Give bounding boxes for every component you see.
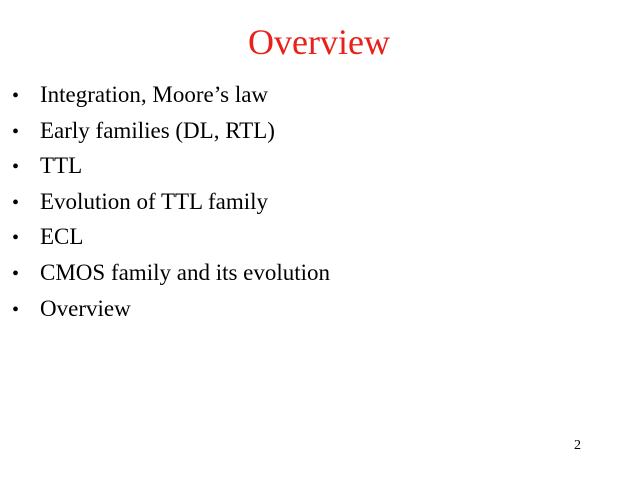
- bullet-icon: •: [12, 298, 20, 321]
- bullet-icon: •: [12, 191, 20, 214]
- slide-title: Overview: [248, 22, 390, 62]
- list-item-text: CMOS family and its evolution: [40, 259, 331, 285]
- list-item-text: TTL: [40, 153, 83, 179]
- bullet-icon: •: [12, 262, 20, 285]
- list-item-text: Overview: [40, 295, 131, 321]
- list-item: [12, 296, 330, 332]
- list-item-text: Evolution of TTL family: [40, 188, 269, 214]
- page-number: 2: [574, 438, 581, 453]
- list-item: [12, 118, 330, 154]
- bullet-icon: •: [12, 227, 20, 250]
- list-item-text: ECL: [40, 224, 84, 250]
- list-item-text: Integration, Moore’s law: [40, 82, 269, 107]
- list-item: [12, 82, 330, 118]
- list-item: [12, 260, 330, 296]
- bullet-icon: •: [12, 120, 20, 143]
- list-item: [12, 224, 330, 260]
- list-item-text: Early families (DL, RTL): [40, 117, 275, 143]
- bullet-icon: •: [12, 85, 20, 107]
- list-item: [12, 189, 330, 225]
- bullet-icon: •: [12, 156, 20, 179]
- list-item: [12, 153, 330, 189]
- bullet-list: [12, 82, 330, 331]
